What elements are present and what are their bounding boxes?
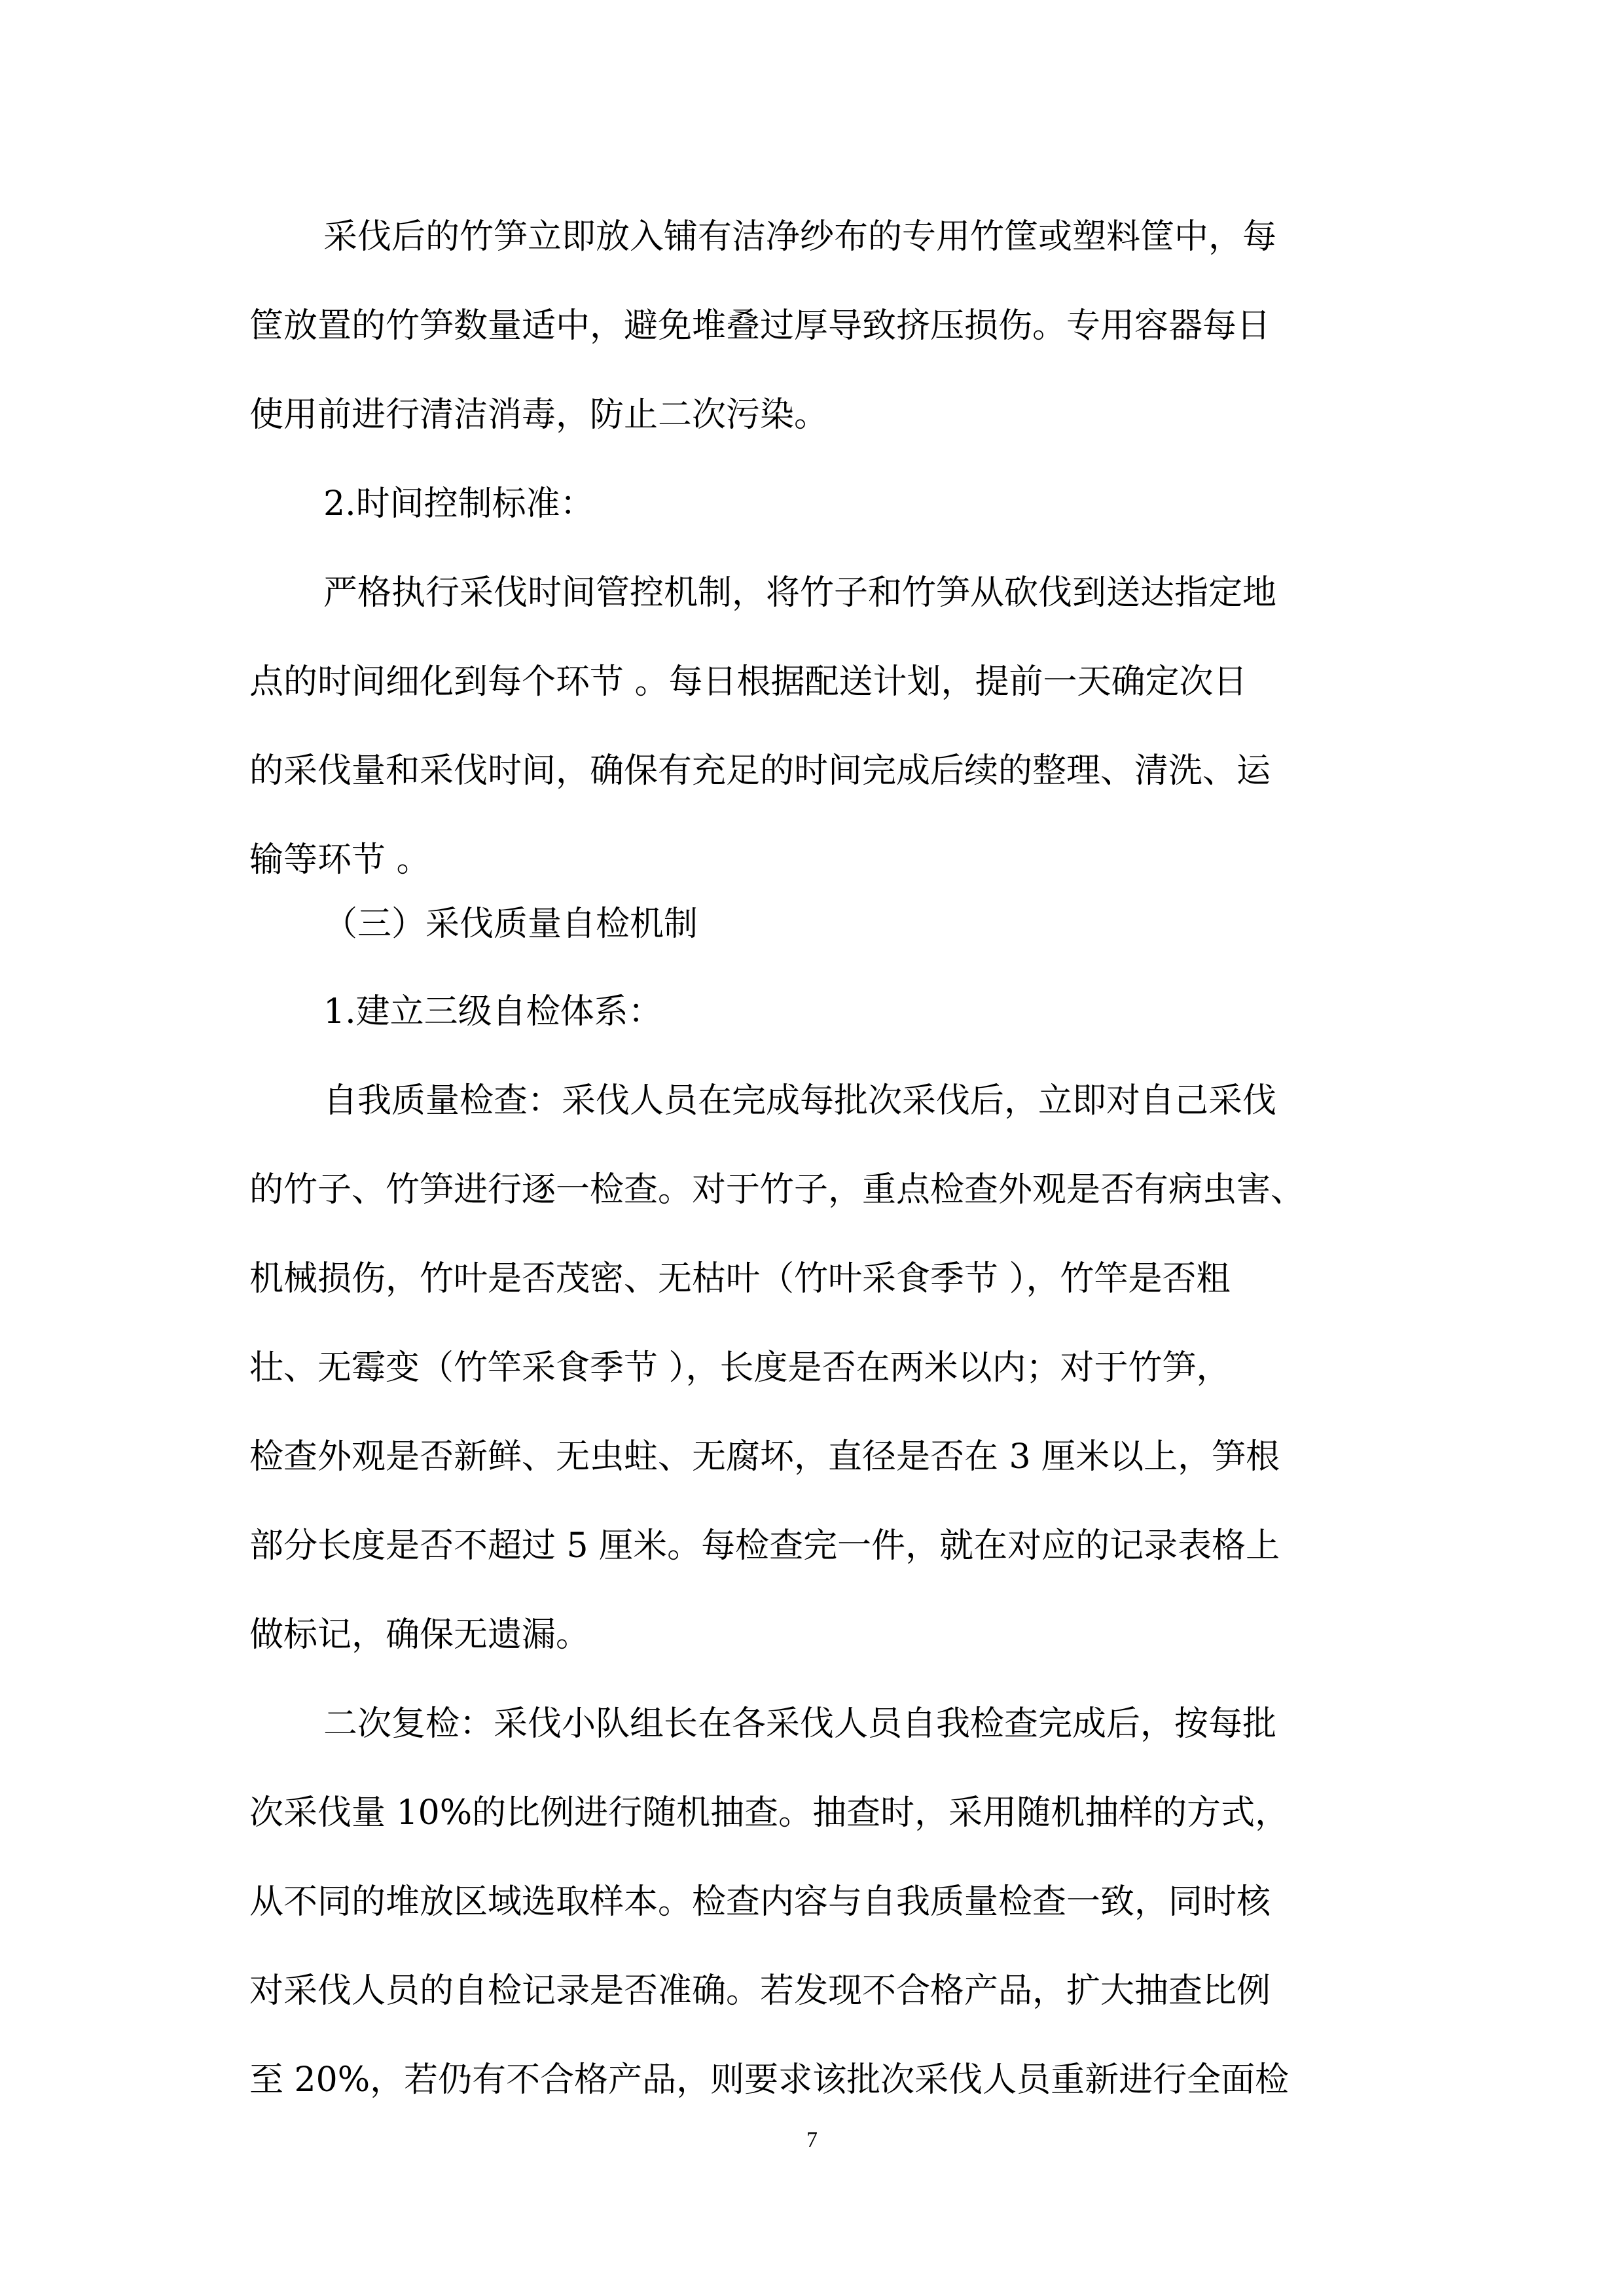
body-text-line: 使用前进行清洁消毒，防止二次污染。 xyxy=(249,395,829,435)
body-text-line: 输等环节 。 xyxy=(249,840,431,880)
section-heading: 1.建立三级自检体系： xyxy=(323,992,662,1031)
body-text-line: 至 20%，若仍有不合格产品，则要求该批次采伐人员重新进行全面检 xyxy=(249,2060,1290,2100)
body-text-line: 检查外观是否新鲜、无虫蛀、无腐坏，直径是否在 3 厘米以上，笋根 xyxy=(249,1437,1280,1477)
body-text-line: 的竹子、竹笋进行逐一检查。对于竹子，重点检查外观是否有病虫害、 xyxy=(249,1170,1305,1210)
body-text-line: 对采伐人员的自检记录是否准确。若发现不合格产品，扩大抽查比例 xyxy=(249,1971,1271,2011)
body-text-line: 点的时间细化到每个环节 。每日根据配送计划，提前一天确定次日 xyxy=(249,662,1248,702)
body-text-line: 二次复检：采伐小队组长在各采伐人员自我检查完成后，按每批 xyxy=(323,1704,1277,1744)
body-text-line: 自我质量检查：采伐人员在完成每批次采伐后，立即对自己采伐 xyxy=(323,1081,1277,1121)
body-text-line: 次采伐量 10%的比例进行随机抽查。抽查时，采用随机抽样的方式， xyxy=(249,1793,1290,1833)
body-text-line: 壮、无霉变（竹竿采食季节 ），长度是否在两米以内；对于竹笋， xyxy=(249,1348,1231,1388)
section-heading: （三）采伐质量自检机制 xyxy=(323,905,698,944)
body-text-line: 严格执行采伐时间管控机制，将竹子和竹笋从砍伐到送达指定地 xyxy=(323,573,1277,613)
body-text-line: 筐放置的竹笋数量适中，避免堆叠过厚导致挤压损伤。专用容器每日 xyxy=(249,306,1271,346)
body-text-line: 的采伐量和采伐时间，确保有充足的时间完成后续的整理、清洗、运 xyxy=(249,751,1271,791)
body-text-line: 机械损伤，竹叶是否茂密、无枯叶（竹叶采食季节 ），竹竿是否粗 xyxy=(249,1259,1231,1299)
body-text-line: 部分长度是否不超过 5 厘米。每检查完一件，就在对应的记录表格上 xyxy=(249,1526,1280,1566)
body-text-line: 采伐后的竹笋立即放入铺有洁净纱布的专用竹筐或塑料筐中，每 xyxy=(323,217,1277,257)
page-number: 7 xyxy=(806,2128,818,2152)
body-text-line: 做标记，确保无遗漏。 xyxy=(249,1615,590,1655)
body-text-line: 从不同的堆放区域选取样本。检查内容与自我质量检查一致，同时核 xyxy=(249,1882,1271,1922)
section-heading: 2.时间控制标准： xyxy=(323,484,594,524)
